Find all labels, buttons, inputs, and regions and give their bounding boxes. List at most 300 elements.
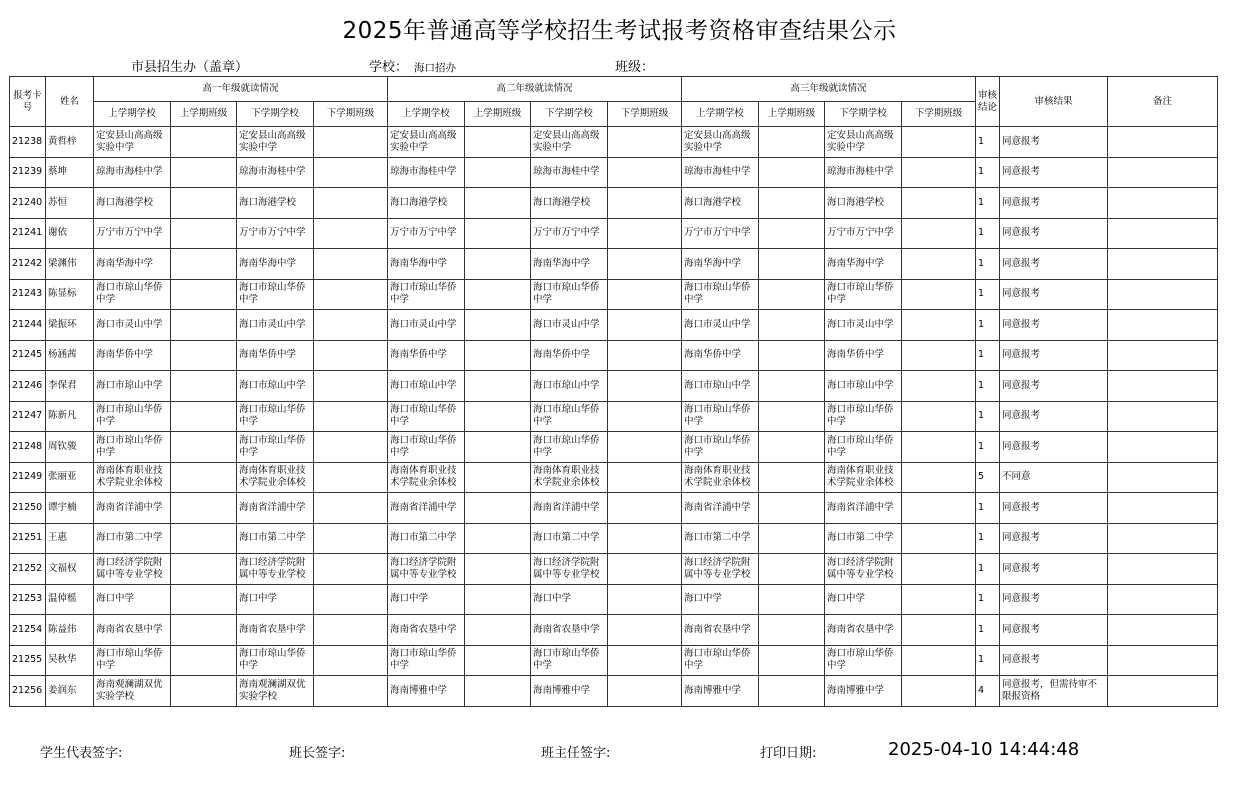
remark-cell <box>1108 279 1218 310</box>
class-cell <box>608 523 682 554</box>
school-cell: 海南华侨中学 <box>682 340 759 371</box>
class-cell <box>902 310 976 341</box>
school-cell: 海南华海中学 <box>682 249 759 280</box>
class-cell <box>171 584 237 615</box>
ticket-cell: 21255 <box>10 645 46 676</box>
class-cell <box>171 249 237 280</box>
class-cell <box>902 371 976 402</box>
ticket-cell: 21256 <box>10 676 46 707</box>
header-sub: 下学期学校 <box>237 102 314 127</box>
school-cell: 琼海市海桂中学 <box>94 157 171 188</box>
school-cell: 海口市第二中学 <box>531 523 608 554</box>
conclusion-cell: 1 <box>976 493 1000 524</box>
school-cell: 海南省洋浦中学 <box>94 493 171 524</box>
school-cell: 海口经济学院附属中等专业学校 <box>237 554 314 585</box>
remark-cell <box>1108 493 1218 524</box>
result-cell: 同意报考 <box>1000 645 1108 676</box>
class-cell <box>902 554 976 585</box>
class-label: 班级： <box>615 60 655 75</box>
remark-cell <box>1108 554 1218 585</box>
class-cell <box>608 615 682 646</box>
header-sub: 下学期学校 <box>531 102 608 127</box>
ticket-cell: 21248 <box>10 432 46 463</box>
teacher-signature: 班主任签字: <box>541 746 611 761</box>
class-cell <box>608 401 682 432</box>
class-cell <box>465 157 531 188</box>
result-cell: 同意报考 <box>1000 584 1108 615</box>
conclusion-cell: 1 <box>976 279 1000 310</box>
class-cell <box>608 462 682 493</box>
ticket-cell: 21241 <box>10 218 46 249</box>
class-cell <box>171 554 237 585</box>
school-cell: 琼海市海桂中学 <box>388 157 465 188</box>
class-cell <box>171 188 237 219</box>
class-cell <box>608 188 682 219</box>
class-cell <box>314 432 388 463</box>
remark-cell <box>1108 340 1218 371</box>
table-row <box>10 340 1218 371</box>
table-row <box>10 218 1218 249</box>
class-cell <box>314 676 388 707</box>
class-cell <box>171 279 237 310</box>
school-cell: 定安县山高高级实验中学 <box>388 127 465 158</box>
class-cell <box>902 432 976 463</box>
school-cell: 海南省洋浦中学 <box>531 493 608 524</box>
class-cell <box>314 615 388 646</box>
table-row <box>10 676 1218 707</box>
class-cell <box>171 218 237 249</box>
school-cell: 定安县山高高级实验中学 <box>531 127 608 158</box>
remark-cell <box>1108 615 1218 646</box>
conclusion-cell: 1 <box>976 249 1000 280</box>
result-cell: 同意报考 <box>1000 127 1108 158</box>
result-cell: 同意报考 <box>1000 218 1108 249</box>
name-cell: 蔡坤 <box>46 157 94 188</box>
name-cell: 姜润东 <box>46 676 94 707</box>
result-cell: 同意报考 <box>1000 615 1108 646</box>
class-cell <box>171 310 237 341</box>
conclusion-cell: 5 <box>976 462 1000 493</box>
class-cell <box>465 371 531 402</box>
school-cell: 海口市第二中学 <box>825 523 902 554</box>
class-cell <box>608 310 682 341</box>
header-grade3: 高三年级就读情况 <box>682 77 976 102</box>
remark-cell <box>1108 249 1218 280</box>
class-cell <box>759 401 825 432</box>
school-cell: 海口市琼山华侨中学 <box>237 645 314 676</box>
school-cell: 海口市琼山华侨中学 <box>825 645 902 676</box>
school-cell: 海口市琼山华侨中学 <box>388 645 465 676</box>
school-field <box>369 56 456 75</box>
class-cell <box>465 310 531 341</box>
ticket-cell: 21238 <box>10 127 46 158</box>
school-cell: 琼海市海桂中学 <box>825 157 902 188</box>
name-cell: 周钦骏 <box>46 432 94 463</box>
class-cell <box>171 401 237 432</box>
school-cell: 海口市第二中学 <box>682 523 759 554</box>
name-cell: 黄哲梓 <box>46 127 94 158</box>
header-sub: 上学期班级 <box>759 102 825 127</box>
conclusion-cell: 1 <box>976 127 1000 158</box>
header-sub: 上学期学校 <box>682 102 759 127</box>
ticket-cell: 21252 <box>10 554 46 585</box>
name-cell: 李保君 <box>46 371 94 402</box>
school-cell: 海口市琼山华侨中学 <box>531 279 608 310</box>
school-cell: 海口中学 <box>94 584 171 615</box>
class-cell <box>902 279 976 310</box>
school-cell: 海南华侨中学 <box>388 340 465 371</box>
school-cell: 定安县山高高级实验中学 <box>682 127 759 158</box>
school-cell: 海口中学 <box>682 584 759 615</box>
school-cell: 海口市琼山华侨中学 <box>237 279 314 310</box>
school-cell: 海口中学 <box>825 584 902 615</box>
header-result: 审核结果 <box>1000 77 1108 127</box>
school-cell: 海口市琼山华侨中学 <box>682 279 759 310</box>
class-cell <box>608 279 682 310</box>
table-row <box>10 310 1218 341</box>
conclusion-cell: 1 <box>976 371 1000 402</box>
class-cell <box>759 279 825 310</box>
school-cell: 海口中学 <box>388 584 465 615</box>
class-cell <box>314 340 388 371</box>
office-label: 市县招生办（盖章） <box>131 60 249 75</box>
school-cell: 万宁市万宁中学 <box>682 218 759 249</box>
school-cell: 海南省洋浦中学 <box>682 493 759 524</box>
school-cell: 海口市琼山华侨中学 <box>682 645 759 676</box>
school-cell: 海口市灵山中学 <box>388 310 465 341</box>
class-cell <box>759 615 825 646</box>
school-cell: 海口市琼山华侨中学 <box>531 432 608 463</box>
school-cell: 琼海市海桂中学 <box>682 157 759 188</box>
class-cell <box>759 676 825 707</box>
name-cell: 陈新凡 <box>46 401 94 432</box>
class-cell <box>171 371 237 402</box>
result-cell: 同意报考，但需待审不限报资格 <box>1000 676 1108 707</box>
conclusion-cell: 1 <box>976 584 1000 615</box>
name-cell: 杨涵茜 <box>46 340 94 371</box>
class-cell <box>608 432 682 463</box>
class-cell <box>759 157 825 188</box>
school-cell: 海南华海中学 <box>388 249 465 280</box>
school-cell: 海口市灵山中学 <box>531 310 608 341</box>
monitor-signature: 班长签字: <box>289 746 346 761</box>
ticket-cell: 21244 <box>10 310 46 341</box>
school-cell: 海南华海中学 <box>531 249 608 280</box>
class-cell <box>608 645 682 676</box>
school-cell: 海口市第二中学 <box>94 523 171 554</box>
result-cell: 不同意 <box>1000 462 1108 493</box>
class-cell <box>314 584 388 615</box>
school-cell: 海南省农垦中学 <box>94 615 171 646</box>
school-cell: 海南省农垦中学 <box>682 615 759 646</box>
school-cell: 海南省农垦中学 <box>531 615 608 646</box>
school-cell: 琼海市海桂中学 <box>237 157 314 188</box>
class-cell <box>759 310 825 341</box>
header-sub: 上学期学校 <box>94 102 171 127</box>
class-cell <box>759 584 825 615</box>
class-cell <box>608 340 682 371</box>
school-cell: 海口经济学院附属中等专业学校 <box>531 554 608 585</box>
class-cell <box>759 188 825 219</box>
table-row <box>10 462 1218 493</box>
ticket-cell: 21239 <box>10 157 46 188</box>
class-cell <box>902 584 976 615</box>
name-cell: 谢依 <box>46 218 94 249</box>
school-cell: 海口市琼山华侨中学 <box>825 401 902 432</box>
school-cell: 海南省农垦中学 <box>237 615 314 646</box>
class-cell <box>171 340 237 371</box>
school-cell: 海口市琼山华侨中学 <box>94 401 171 432</box>
school-cell: 海口市琼山华侨中学 <box>237 432 314 463</box>
class-cell <box>171 157 237 188</box>
school-cell: 海南博雅中学 <box>388 676 465 707</box>
school-cell: 海南体育职业技术学院业余体校 <box>825 462 902 493</box>
school-cell: 万宁市万宁中学 <box>825 218 902 249</box>
table-row <box>10 554 1218 585</box>
class-cell <box>759 523 825 554</box>
class-cell <box>902 615 976 646</box>
school-label: 学校： <box>369 60 409 75</box>
class-cell <box>902 340 976 371</box>
table-header <box>10 77 1218 127</box>
school-cell: 海南华海中学 <box>237 249 314 280</box>
header-sub: 上学期班级 <box>465 102 531 127</box>
remark-cell <box>1108 157 1218 188</box>
school-cell: 海口海港学校 <box>388 188 465 219</box>
name-cell: 谭宇楠 <box>46 493 94 524</box>
school-cell: 海南观澜湖双优实验学校 <box>94 676 171 707</box>
school-cell: 海口市琼山华侨中学 <box>531 645 608 676</box>
school-cell: 海口市琼山华侨中学 <box>682 432 759 463</box>
remark-cell <box>1108 401 1218 432</box>
class-cell <box>759 218 825 249</box>
school-cell: 海口市琼山华侨中学 <box>94 432 171 463</box>
school-cell: 海南体育职业技术学院业余体校 <box>388 462 465 493</box>
conclusion-cell: 1 <box>976 554 1000 585</box>
school-cell: 海南华侨中学 <box>825 340 902 371</box>
class-cell <box>608 127 682 158</box>
class-field <box>615 56 660 75</box>
conclusion-cell: 1 <box>976 615 1000 646</box>
school-cell: 海口经济学院附属中等专业学校 <box>682 554 759 585</box>
class-cell <box>314 523 388 554</box>
class-cell <box>465 432 531 463</box>
class-cell <box>902 127 976 158</box>
remark-cell <box>1108 462 1218 493</box>
school-cell: 海口海港学校 <box>531 188 608 219</box>
header-grade2: 高二年级就读情况 <box>388 77 682 102</box>
class-cell <box>465 279 531 310</box>
class-cell <box>608 493 682 524</box>
name-cell: 温倬榣 <box>46 584 94 615</box>
result-cell: 同意报考 <box>1000 523 1108 554</box>
school-cell: 海口市琼山中学 <box>388 371 465 402</box>
school-cell: 海口市第二中学 <box>237 523 314 554</box>
header-conclusion: 审核结论 <box>976 77 1000 127</box>
school-cell: 海口经济学院附属中等专业学校 <box>825 554 902 585</box>
class-cell <box>608 584 682 615</box>
school-cell: 海口经济学院附属中等专业学校 <box>94 554 171 585</box>
class-cell <box>902 218 976 249</box>
ticket-cell: 21240 <box>10 188 46 219</box>
school-cell: 海口市灵山中学 <box>682 310 759 341</box>
class-cell <box>759 554 825 585</box>
remark-cell <box>1108 584 1218 615</box>
class-cell <box>465 188 531 219</box>
school-cell: 海口中学 <box>237 584 314 615</box>
school-cell: 海南体育职业技术学院业余体校 <box>94 462 171 493</box>
school-cell: 海南华海中学 <box>94 249 171 280</box>
result-cell: 同意报考 <box>1000 371 1108 402</box>
school-cell: 海南华侨中学 <box>237 340 314 371</box>
ticket-cell: 21251 <box>10 523 46 554</box>
name-cell: 梁振环 <box>46 310 94 341</box>
school-cell: 海南省洋浦中学 <box>825 493 902 524</box>
conclusion-cell: 1 <box>976 432 1000 463</box>
class-cell <box>314 401 388 432</box>
school-cell: 海南观澜湖双优实验学校 <box>237 676 314 707</box>
name-cell: 吴秋华 <box>46 645 94 676</box>
header-sub: 上学期学校 <box>388 102 465 127</box>
class-cell <box>465 493 531 524</box>
class-cell <box>902 249 976 280</box>
class-cell <box>314 554 388 585</box>
school-cell: 海南体育职业技术学院业余体校 <box>682 462 759 493</box>
class-cell <box>759 432 825 463</box>
school-cell: 海南省洋浦中学 <box>237 493 314 524</box>
class-cell <box>314 310 388 341</box>
class-cell <box>314 218 388 249</box>
school-cell: 海口市琼山中学 <box>825 371 902 402</box>
conclusion-cell: 1 <box>976 310 1000 341</box>
conclusion-cell: 1 <box>976 188 1000 219</box>
class-cell <box>465 645 531 676</box>
school-cell: 海口市琼山华侨中学 <box>94 279 171 310</box>
header-sub: 上学期班级 <box>171 102 237 127</box>
table-row <box>10 127 1218 158</box>
school-cell: 海口市琼山华侨中学 <box>825 279 902 310</box>
table-row <box>10 188 1218 219</box>
name-cell: 梁渊伟 <box>46 249 94 280</box>
school-cell: 海口经济学院附属中等专业学校 <box>388 554 465 585</box>
ticket-cell: 21249 <box>10 462 46 493</box>
class-cell <box>759 371 825 402</box>
print-date-label: 打印日期: <box>760 746 817 761</box>
result-cell: 同意报考 <box>1000 279 1108 310</box>
table-row <box>10 615 1218 646</box>
class-cell <box>314 645 388 676</box>
class-cell <box>902 401 976 432</box>
name-cell: 王惠 <box>46 523 94 554</box>
class-cell <box>608 554 682 585</box>
table-row <box>10 523 1218 554</box>
name-cell: 文福权 <box>46 554 94 585</box>
result-cell: 同意报考 <box>1000 188 1108 219</box>
school-cell: 海口海港学校 <box>825 188 902 219</box>
class-cell <box>902 493 976 524</box>
header-name: 姓名 <box>46 77 94 127</box>
result-cell: 同意报考 <box>1000 401 1108 432</box>
name-cell: 陈益伟 <box>46 615 94 646</box>
school-cell: 海口市琼山中学 <box>682 371 759 402</box>
school-cell: 海南博雅中学 <box>531 676 608 707</box>
class-cell <box>314 462 388 493</box>
header-ticket: 报考卡号 <box>10 77 46 127</box>
school-cell: 海南博雅中学 <box>825 676 902 707</box>
class-cell <box>902 188 976 219</box>
school-cell: 海口市琼山华侨中学 <box>388 432 465 463</box>
conclusion-cell: 1 <box>976 523 1000 554</box>
remark-cell <box>1108 645 1218 676</box>
school-cell: 海口市灵山中学 <box>825 310 902 341</box>
result-cell: 同意报考 <box>1000 310 1108 341</box>
table-row <box>10 432 1218 463</box>
school-cell: 海南省农垦中学 <box>388 615 465 646</box>
ticket-cell: 21254 <box>10 615 46 646</box>
table-body <box>10 127 1218 707</box>
class-cell <box>608 218 682 249</box>
class-cell <box>759 249 825 280</box>
school-cell: 海口中学 <box>531 584 608 615</box>
class-cell <box>902 462 976 493</box>
school-cell: 海南体育职业技术学院业余体校 <box>237 462 314 493</box>
header-sub: 下学期班级 <box>608 102 682 127</box>
print-date-value: 2025-04-10 14:44:48 <box>888 739 1080 760</box>
ticket-cell: 21253 <box>10 584 46 615</box>
header-sub: 下学期学校 <box>825 102 902 127</box>
ticket-cell: 21243 <box>10 279 46 310</box>
class-cell <box>465 523 531 554</box>
school-cell: 海南华侨中学 <box>531 340 608 371</box>
class-cell <box>314 157 388 188</box>
ticket-cell: 21246 <box>10 371 46 402</box>
name-cell: 陈显标 <box>46 279 94 310</box>
class-cell <box>171 645 237 676</box>
class-cell <box>171 615 237 646</box>
class-cell <box>465 401 531 432</box>
school-cell: 定安县山高高级实验中学 <box>825 127 902 158</box>
table-row <box>10 401 1218 432</box>
school-cell: 海口市第二中学 <box>388 523 465 554</box>
school-cell: 海口市琼山中学 <box>531 371 608 402</box>
school-cell: 海口市琼山中学 <box>237 371 314 402</box>
school-cell: 海口市琼山华侨中学 <box>388 279 465 310</box>
header-sub: 下学期班级 <box>902 102 976 127</box>
school-cell: 海口海港学校 <box>237 188 314 219</box>
school-cell: 琼海市海桂中学 <box>531 157 608 188</box>
class-cell <box>465 615 531 646</box>
school-cell: 海口海港学校 <box>682 188 759 219</box>
table-row <box>10 371 1218 402</box>
remark-cell <box>1108 188 1218 219</box>
table-row <box>10 645 1218 676</box>
school-cell: 万宁市万宁中学 <box>237 218 314 249</box>
school-cell: 海口市琼山华侨中学 <box>825 432 902 463</box>
conclusion-cell: 1 <box>976 157 1000 188</box>
remark-cell <box>1108 432 1218 463</box>
class-cell <box>465 676 531 707</box>
school-cell: 海口市灵山中学 <box>94 310 171 341</box>
class-cell <box>171 462 237 493</box>
conclusion-cell: 4 <box>976 676 1000 707</box>
class-cell <box>314 127 388 158</box>
result-cell: 同意报考 <box>1000 493 1108 524</box>
class-cell <box>171 676 237 707</box>
result-cell: 同意报考 <box>1000 249 1108 280</box>
class-cell <box>314 279 388 310</box>
school-cell: 海口市琼山华侨中学 <box>388 401 465 432</box>
remark-cell <box>1108 523 1218 554</box>
